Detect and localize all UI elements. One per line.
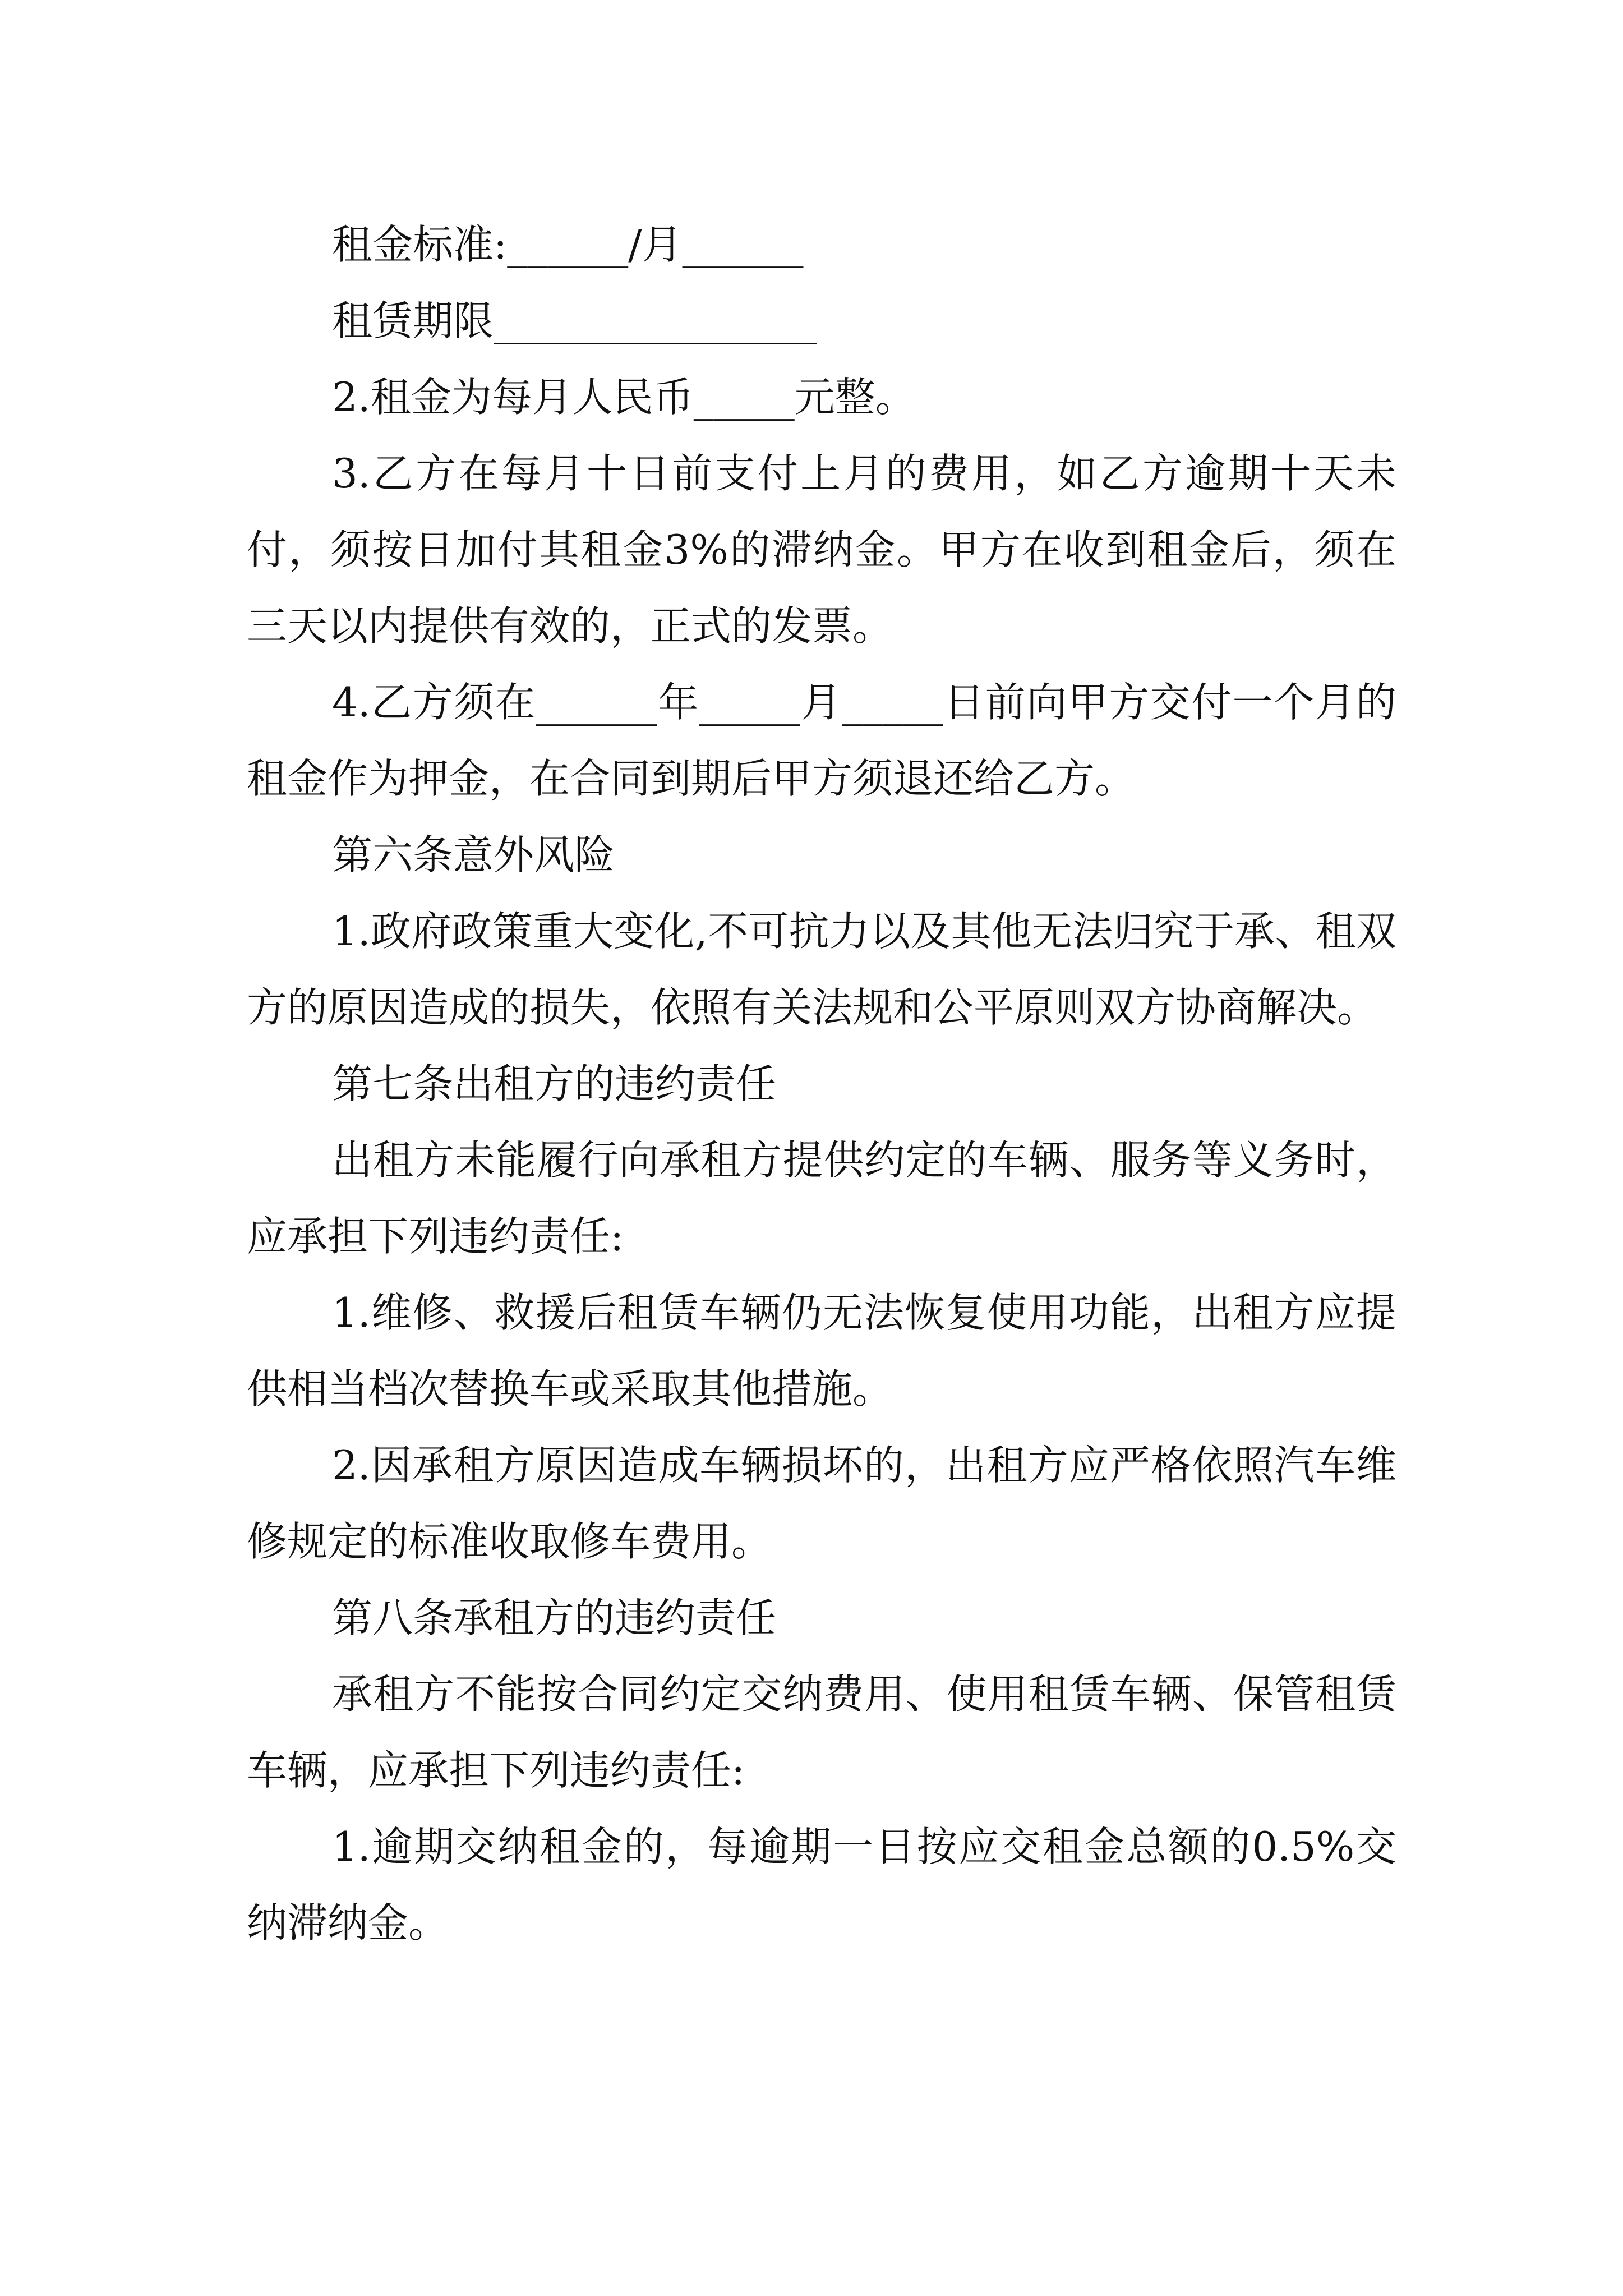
paragraph-rent-standard: 租金标准:______/月______ — [332, 221, 804, 268]
heading-article-7: 第七条出租方的违约责任 — [332, 1060, 777, 1107]
paragraph-article-7-clause-2: 2.因承租方原因造成车辆损坏的，出租方应严格依照汽车维修规定的标准收取修车费用。 — [247, 1442, 1396, 1565]
paragraph-article-8-intro: 承租方不能按合同约定交纳费用、使用租赁车辆、保管租赁车辆，应承担下列违约责任: — [247, 1671, 1396, 1794]
heading-article-8: 第八条承租方的违约责任 — [332, 1594, 777, 1641]
paragraph-clause-2: 2.租金为每月人民币_____元整。 — [332, 374, 916, 421]
paragraph-article-7-intro: 出租方未能履行向承租方提供约定的车辆、服务等义务时，应承担下列违约责任: — [247, 1137, 1396, 1260]
paragraph-lease-term: 租赁期限________________ — [332, 297, 817, 344]
paragraph-clause-3: 3.乙方在每月十日前支付上月的费用，如乙方逾期十天未付，须按日加付其租金3%的滞纳金。甲方在收到租金后，须在三天以内提供有效的，正式的发票。 — [247, 450, 1396, 650]
paragraph-clause-4: 4.乙方须在______年_____月_____日前向甲方交付一个月的租金作为押金，在合同到期后甲方须退还给乙方。 — [247, 679, 1396, 802]
document-body — [247, 206, 1396, 1961]
heading-article-6: 第六条意外风险 — [332, 831, 615, 878]
paragraph-article-8-clause-1: 1.逾期交纳租金的，每逾期一日按应交租金总额的0.5%交纳滞纳金。 — [247, 1823, 1396, 1947]
paragraph-article-7-clause-1: 1.维修、救援后租赁车辆仍无法恢复使用功能，出租方应提供相当档次替换车或采取其他措施。 — [247, 1289, 1396, 1412]
paragraph-article-6-clause-1: 1.政府政策重大变化,不可抗力以及其他无法归究于承、租双方的原因造成的损失，依照有关法规和公平原则双方协商解决。 — [247, 908, 1396, 1031]
